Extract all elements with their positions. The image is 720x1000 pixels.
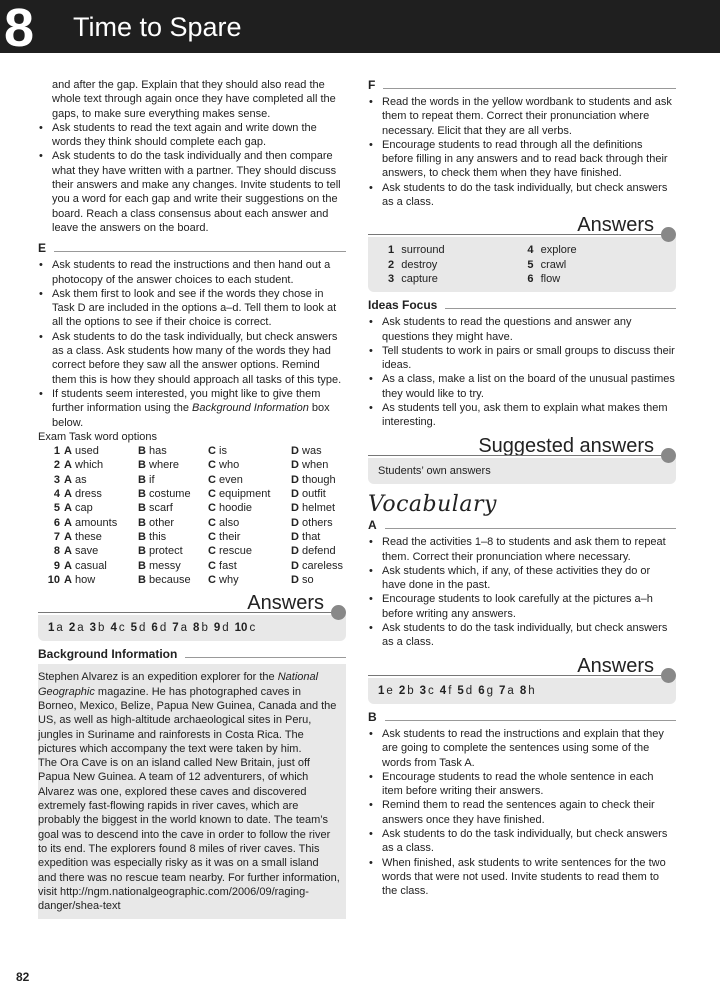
bullet-text: If students seem interested, you might like to give them further information using the <box>52 387 321 415</box>
option-cell <box>138 487 208 501</box>
background-heading <box>38 647 346 661</box>
bullet-text: box below. <box>52 402 330 429</box>
bullet-item: • Ask students to read the instructions and then hand out a photocopy of the answer choices to each student. <box>38 258 346 287</box>
answer-number: 5 <box>457 684 464 697</box>
answer-item <box>48 622 63 634</box>
option-letter: B <box>138 516 146 529</box>
answer-item <box>399 685 414 697</box>
answers-title: Answers <box>247 592 324 615</box>
answer-letter: a <box>56 622 63 635</box>
answer-number: 4 <box>527 244 534 257</box>
unit-number: 8 <box>4 0 35 58</box>
option-cell <box>291 444 343 458</box>
answer-word: capture <box>401 272 438 285</box>
option-word: where <box>149 459 179 472</box>
bullet-item: • Remind them to read the sentences again to check their answers once they have finished. <box>368 798 676 827</box>
option-row <box>38 530 343 544</box>
answers-dot <box>331 605 346 620</box>
options-title: Exam Task word options <box>38 430 158 443</box>
section-f-bullets <box>368 95 676 209</box>
answer-number: 10 <box>234 622 248 635</box>
option-cell <box>291 544 343 558</box>
section-a-bullets <box>368 535 676 649</box>
answer-number: 7 <box>172 622 179 635</box>
option-letter: C <box>208 473 216 486</box>
option-cell <box>138 530 208 544</box>
option-word: messy <box>149 559 181 572</box>
vocabulary-title: Vocabulary <box>368 491 497 517</box>
option-cell <box>291 487 343 501</box>
option-word: this <box>149 530 167 543</box>
option-word: so <box>302 573 314 586</box>
intro-bullets <box>38 121 346 235</box>
background-box <box>38 664 346 919</box>
option-word: these <box>75 530 102 543</box>
answer-item <box>214 622 229 634</box>
section-letter: E <box>38 241 47 256</box>
option-word: outfit <box>302 488 326 501</box>
answer-item <box>457 685 472 697</box>
option-cell <box>291 473 343 487</box>
section-e-heading <box>38 241 346 255</box>
answer-item <box>420 685 434 697</box>
option-word: as <box>75 473 87 486</box>
bullet-text-italic: Background Information <box>192 402 309 415</box>
option-number: 7 <box>53 530 60 543</box>
answer-word: surround <box>401 244 445 257</box>
answer-number: 3 <box>419 684 427 697</box>
answer-word: explore <box>540 244 577 257</box>
option-word: because <box>149 573 191 586</box>
answer-word: crawl <box>540 258 567 271</box>
section-divider <box>54 251 346 252</box>
bullet-item: • Ask students to do the task individually, but check answers as a class. Ask students how many of the words they had correct before they saw all the answer options. Remind them this is how they should approach all tasks of this type. <box>38 330 346 387</box>
option-word: cap <box>75 502 93 515</box>
option-cell <box>64 544 138 558</box>
bullet-item: • Encourage students to read the whole sentence in each item before writing their answers. <box>368 770 676 799</box>
background-title: Background Information <box>38 647 178 662</box>
option-row <box>38 501 343 515</box>
answer-letter: f <box>448 684 452 697</box>
option-letter: B <box>138 530 146 543</box>
option-letter: B <box>138 459 146 472</box>
answers-f-box <box>368 237 676 292</box>
option-cell <box>208 473 291 487</box>
suggested-dot <box>661 448 676 463</box>
option-letter: A <box>64 516 72 529</box>
answers-heading <box>38 591 346 615</box>
bullet-item: • As a class, make a list on the board of the unusual pastimes they would like to try. <box>368 372 676 401</box>
section-letter: A <box>368 518 377 533</box>
ideas-heading <box>368 298 676 312</box>
answers-title: Answers <box>577 214 654 237</box>
option-letter: A <box>64 559 72 572</box>
bullet-item: • Ask students to do the task individually, but check answers as a class. <box>368 827 676 856</box>
option-letter: D <box>291 530 299 543</box>
option-number: 9 <box>53 559 60 572</box>
bullet-item: • Ask students to read the instructions and explain that they are going to complete the sentences using some of the words from Task A. <box>368 727 676 770</box>
section-letter: F <box>368 78 376 92</box>
option-cell <box>138 516 208 530</box>
answer-item <box>110 622 124 634</box>
option-letter: B <box>138 488 146 501</box>
ideas-bullets <box>368 315 676 429</box>
right-column <box>368 78 676 898</box>
answer-row <box>388 258 666 272</box>
answer-letter: a <box>77 622 84 635</box>
option-word: why <box>219 573 239 586</box>
option-word: scarf <box>149 502 173 515</box>
option-word: that <box>302 530 321 543</box>
option-number: 6 <box>53 516 60 529</box>
option-letter: A <box>64 530 72 543</box>
option-cell <box>64 473 138 487</box>
option-cell <box>208 458 291 472</box>
option-number: 8 <box>53 545 60 558</box>
answer-letter: c <box>428 684 434 697</box>
option-letter: D <box>291 488 299 501</box>
bullet-item: • As students tell you, ask them to explain what makes them interesting. <box>368 401 676 430</box>
answers-f-table <box>388 243 666 286</box>
answers-heading <box>368 654 676 678</box>
bullet-item: • Ask students which, if any, of these activities they do or have done in the past. <box>368 564 676 593</box>
ideas-title: Ideas Focus <box>368 298 438 313</box>
answer-number: 1 <box>48 622 55 635</box>
option-row <box>38 487 343 501</box>
section-divider <box>445 308 676 309</box>
option-letter: C <box>208 502 216 515</box>
bullet-item: • Ask students to do the task individually, but check answers as a class. <box>368 181 676 210</box>
answer-number: 3 <box>388 272 395 285</box>
option-word: others <box>302 516 333 529</box>
background-paragraph: The Ora Cave is on an island called New Britain, just off Papua New Guinea. A team of 12 adventurers, of which Alvarez was one, explored these caves and discovered extremely fast-flowing rapids in river caves, which are probably the biggest in the world known to date. The team’s goal was to descend into the cave in order to follow the river to its end. The explorers found 8 miles of river caves. This expedition was especially risky as it was on a small island and there was no rescue team nearby. For further information, visit http://ngm.nationalgeographic.com/2006/09/raging-danger/shea-text <box>38 757 340 913</box>
bullet-item: • Ask students to do the task individually and then compare what they have written with a partner. They should discuss their answers and make any changes. Invite students to tell you a word for each gap and write their suggestions on the board. Reach a class consensus about each answer and leave the answers on the board. <box>38 149 346 235</box>
bullet-item: • Encourage students to look carefully at the pictures a–h before writing any answers. <box>368 592 676 621</box>
bg-text: magazine. He has photographed caves in Borneo, Mexico, Belize, Papua New Guinea, Canada and the US, as well as high-altitude archaeological sites in Peru, jungles in Suriname and rainforests in Costa Rica. The pictures which accompany the text were taken by him. <box>38 685 337 755</box>
answer-row <box>388 272 666 286</box>
option-letter: C <box>208 573 216 586</box>
answer-item <box>520 685 535 697</box>
option-letter: D <box>291 559 299 572</box>
section-f-heading <box>368 78 676 92</box>
section-b-bullets <box>368 727 676 899</box>
suggested-heading <box>368 434 676 458</box>
bullet-item: • Ask them first to look and see if the words they chose in Task D are included in the options a–d. Tell them to look at all the options to see if their choice is correct. <box>38 287 346 330</box>
option-letter: A <box>64 488 72 501</box>
option-letter: B <box>138 573 146 586</box>
answer-item <box>131 622 146 634</box>
answer-item <box>172 622 187 634</box>
option-letter: D <box>291 445 299 458</box>
option-letter: D <box>291 545 299 558</box>
suggested-box: Students’ own answers <box>368 458 676 484</box>
answer-letter: d <box>139 622 146 635</box>
background-paragraph <box>38 670 340 756</box>
answer-letter: c <box>118 622 125 635</box>
answer-letter: e <box>386 684 393 697</box>
option-word: fast <box>219 559 237 572</box>
option-number: 5 <box>53 502 60 515</box>
answers-rule <box>368 675 668 676</box>
answer-item <box>151 622 166 634</box>
option-number: 10 <box>47 573 60 586</box>
answer-item <box>90 622 105 634</box>
option-word: careless <box>302 559 343 572</box>
option-cell <box>291 501 343 515</box>
option-letter: C <box>208 459 216 472</box>
answer-number: 6 <box>151 622 158 635</box>
answer-number: 9 <box>213 622 221 635</box>
answers-dot <box>661 668 676 683</box>
answer-number: 8 <box>519 684 527 697</box>
option-cell <box>208 487 291 501</box>
answer-letter: b <box>407 684 414 697</box>
answers-e-box <box>38 615 346 641</box>
option-letter: B <box>138 559 146 572</box>
option-word: was <box>302 445 322 458</box>
page-number: 82 <box>16 970 30 984</box>
option-cell <box>138 573 208 587</box>
answer-item <box>440 685 452 697</box>
answer-item <box>235 622 256 634</box>
option-letter: D <box>291 473 299 486</box>
answers-a-box <box>368 678 676 704</box>
option-cell <box>64 444 138 458</box>
option-letter: A <box>64 573 72 586</box>
answer-letter: d <box>222 622 229 635</box>
answer-letter: d <box>465 684 473 697</box>
section-divider <box>185 657 346 658</box>
bg-text: Stephen Alvarez is an expedition explorer for the <box>38 671 278 684</box>
answer-number: 4 <box>439 684 447 697</box>
option-letter: C <box>208 545 216 558</box>
bullet-item: • Ask students to read the text again and write down the words they think should complete each gap. <box>38 121 346 150</box>
option-word: how <box>75 573 96 586</box>
option-word: has <box>149 445 167 458</box>
answer-number: 2 <box>398 684 406 697</box>
option-cell <box>208 501 291 515</box>
option-cell <box>208 444 291 458</box>
answer-item <box>193 622 208 634</box>
option-cell <box>138 501 208 515</box>
word-options-table <box>38 444 343 587</box>
answer-letter: h <box>528 684 535 697</box>
section-divider <box>385 528 676 529</box>
answer-letter: c <box>249 622 256 635</box>
intro-continuation: and after the gap. Explain that they should also read the whole text through again once they have completed all the gaps, to make sure everything makes sense. <box>52 79 336 120</box>
section-b-heading <box>368 710 676 724</box>
section-divider <box>385 720 676 721</box>
option-word: equipment <box>219 488 271 501</box>
option-number: 1 <box>53 445 60 458</box>
answer-number: 2 <box>388 258 395 271</box>
answer-number: 1 <box>388 244 395 257</box>
section-divider <box>383 88 676 89</box>
option-cell <box>138 444 208 458</box>
option-cell <box>64 501 138 515</box>
answer-item <box>499 685 514 697</box>
bullet-item: • Read the activities 1–8 to students and ask them to repeat them. Correct their pronunciation where necessary. <box>368 535 676 564</box>
option-cell <box>64 458 138 472</box>
option-cell <box>208 530 291 544</box>
answer-letter: a <box>507 684 514 697</box>
answer-letter: d <box>159 622 167 635</box>
answers-title: Answers <box>577 654 654 677</box>
answers-heading <box>368 213 676 237</box>
option-word: other <box>149 516 175 529</box>
answer-word: destroy <box>401 258 438 271</box>
bullet-item: • Read the words in the yellow wordbank to students and ask them to repeat them. Correct their pronunciation where necessary. Elicit that they are all verbs. <box>368 95 676 138</box>
section-letter: B <box>368 709 377 724</box>
left-column <box>38 78 346 919</box>
option-letter: C <box>208 445 216 458</box>
option-letter: B <box>138 473 146 486</box>
option-word: hoodie <box>219 502 253 515</box>
option-cell <box>64 516 138 530</box>
bg-text-italic: National Geographic <box>38 671 319 698</box>
option-number: 2 <box>53 459 60 472</box>
answer-number: 7 <box>499 684 506 697</box>
option-word: their <box>219 530 241 543</box>
option-letter: A <box>64 545 72 558</box>
answer-number: 5 <box>130 622 137 635</box>
option-cell <box>64 530 138 544</box>
option-number: 4 <box>53 488 60 501</box>
option-cell <box>64 573 138 587</box>
option-letter: A <box>64 445 72 458</box>
bullet-item: • When finished, ask students to write sentences for the two words that were not used. Invite students to read them to the class. <box>368 856 676 899</box>
option-word: rescue <box>219 545 253 558</box>
answer-letter: b <box>98 622 105 635</box>
option-word: amounts <box>75 516 118 529</box>
option-row <box>38 544 343 558</box>
option-letter: B <box>138 502 146 515</box>
option-letter: C <box>208 516 216 529</box>
option-letter: A <box>64 502 72 515</box>
option-cell <box>64 559 138 573</box>
option-cell <box>64 487 138 501</box>
option-row <box>38 444 343 458</box>
bullet-item: • Ask students to read the questions and answer any questions they might have. <box>368 315 676 344</box>
answer-letter: a <box>180 622 188 635</box>
option-cell <box>208 516 291 530</box>
option-row <box>38 573 343 587</box>
answer-number: 1 <box>378 684 385 697</box>
option-number: 3 <box>53 473 60 486</box>
answer-item <box>478 685 493 697</box>
answer-number: 6 <box>478 684 485 697</box>
option-cell <box>291 559 343 573</box>
answer-word: flow <box>540 272 561 285</box>
option-letter: D <box>291 459 299 472</box>
option-word: dress <box>75 488 102 501</box>
option-cell <box>291 458 343 472</box>
option-word: is <box>219 445 227 458</box>
answer-letter: g <box>486 684 494 697</box>
option-cell <box>208 573 291 587</box>
bullet-item <box>38 387 346 430</box>
option-letter: C <box>208 488 216 501</box>
suggested-title: Suggested answers <box>478 434 654 457</box>
suggested-rule <box>368 455 668 456</box>
option-word: casual <box>75 559 107 572</box>
option-row <box>38 473 343 487</box>
answers-rule <box>368 234 668 235</box>
option-word: helmet <box>302 502 336 515</box>
answer-letter: b <box>201 622 208 635</box>
option-word: though <box>302 473 336 486</box>
option-letter: D <box>291 573 299 586</box>
option-cell <box>208 544 291 558</box>
section-a-heading <box>368 518 676 532</box>
option-letter: A <box>64 459 72 472</box>
option-letter: D <box>291 502 299 515</box>
option-cell <box>291 516 343 530</box>
option-word: if <box>149 473 155 486</box>
answer-number: 8 <box>193 622 200 635</box>
option-word: costume <box>149 488 191 501</box>
option-word: used <box>75 445 99 458</box>
answer-number: 6 <box>527 272 534 285</box>
option-word: when <box>302 459 329 472</box>
option-word: save <box>75 545 99 558</box>
option-letter: C <box>208 530 216 543</box>
option-word: who <box>219 459 240 472</box>
option-word: defend <box>302 545 336 558</box>
option-letter: D <box>291 516 299 529</box>
option-cell <box>291 573 343 587</box>
unit-header <box>0 0 720 58</box>
option-cell <box>208 559 291 573</box>
option-cell <box>291 530 343 544</box>
bullet-item: • Tell students to work in pairs or small groups to discuss their ideas. <box>368 344 676 373</box>
section-e-bullets <box>38 258 346 430</box>
option-cell <box>138 544 208 558</box>
answer-number: 4 <box>110 622 117 635</box>
option-word: protect <box>149 545 183 558</box>
option-letter: C <box>208 559 216 572</box>
option-word: even <box>219 473 243 486</box>
answer-row <box>388 243 666 257</box>
option-cell <box>138 473 208 487</box>
option-letter: B <box>138 445 146 458</box>
option-letter: B <box>138 545 146 558</box>
answer-number: 3 <box>89 622 97 635</box>
bullet-item: • Ask students to do the task individually, but check answers as a class. <box>368 621 676 650</box>
option-cell <box>138 559 208 573</box>
option-letter: A <box>64 473 72 486</box>
option-row <box>38 458 343 472</box>
answer-item <box>69 622 84 634</box>
answer-item <box>378 685 393 697</box>
option-word: also <box>219 516 240 529</box>
option-row <box>38 559 343 573</box>
answer-number: 2 <box>68 622 76 635</box>
option-row <box>38 516 343 530</box>
bullet-item: • Encourage students to read through all the definitions before filling in any answers and to read back through their answers, to check them when they have finished. <box>368 138 676 181</box>
unit-title: Time to Spare <box>73 12 242 42</box>
answer-number: 5 <box>527 258 534 271</box>
option-word: which <box>75 459 104 472</box>
option-cell <box>138 458 208 472</box>
answers-rule <box>38 612 338 613</box>
